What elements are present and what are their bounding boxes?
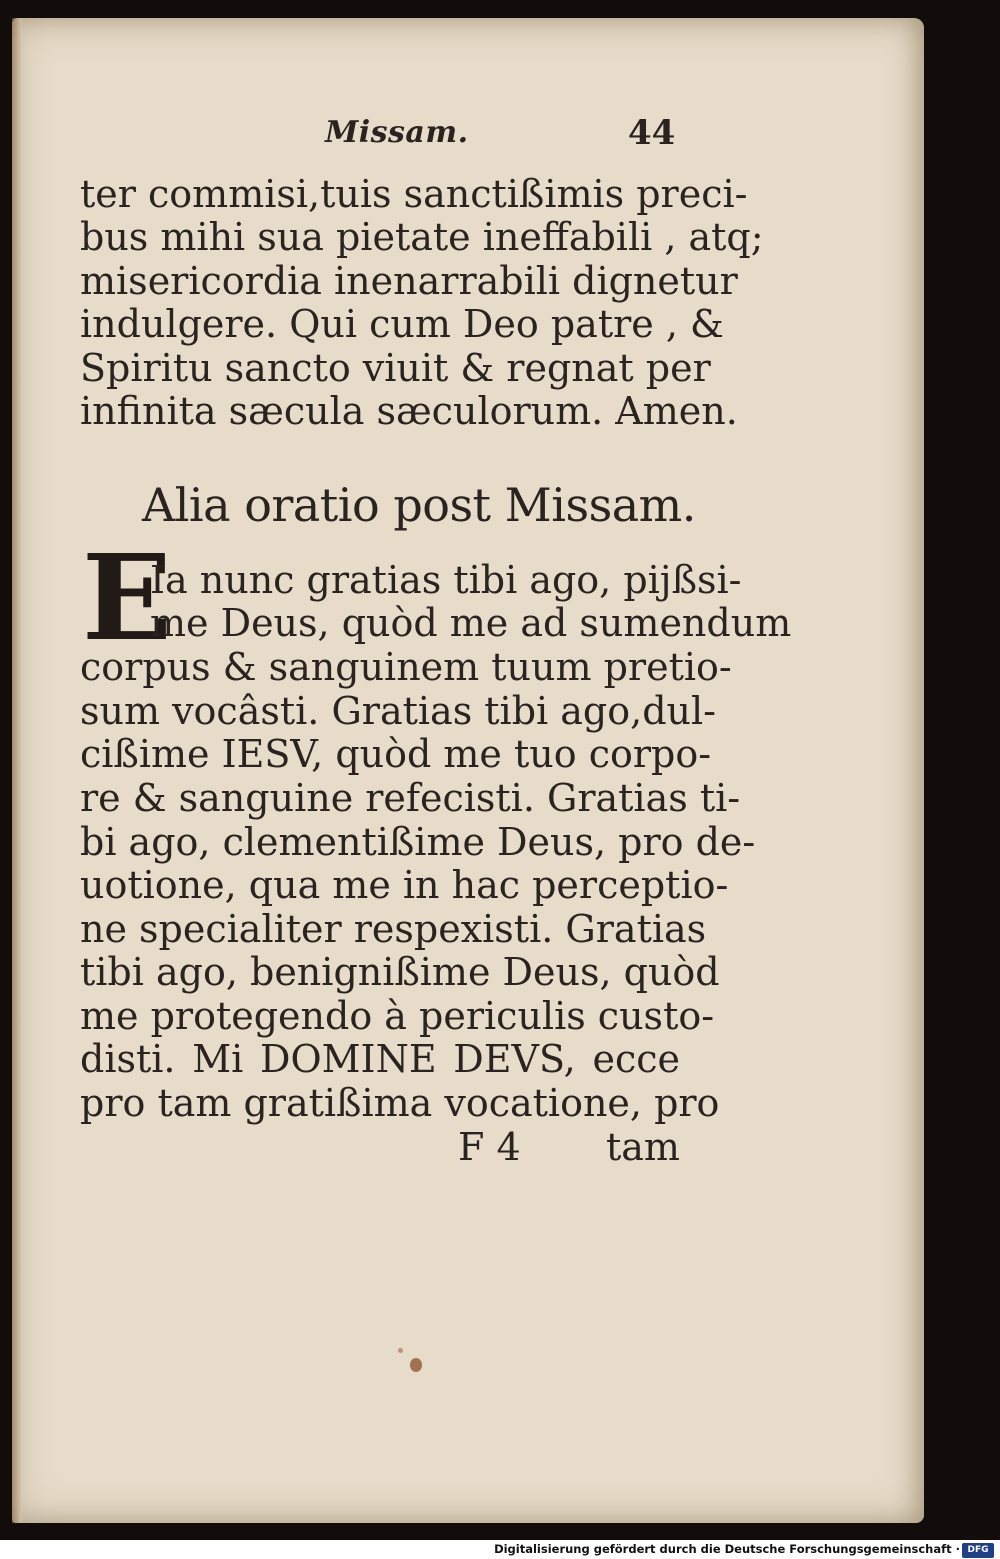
section-heading: Alia oratio post Missam.: [142, 478, 696, 532]
drop-cap: E: [82, 528, 172, 667]
signature-mark: F 4: [458, 1125, 521, 1169]
page-number: 44: [628, 113, 676, 153]
text-line: bi ago, clementißime Deus, pro de-: [80, 820, 756, 864]
page-gutter-shadow: [12, 18, 22, 1523]
dfg-logo[interactable]: DFG: [962, 1543, 994, 1558]
ink-spot: [410, 1358, 422, 1372]
text-line: ter commisi,tuis sanctißimis preci-: [80, 172, 748, 216]
text-line: Spiritu sancto viuit & regnat per: [80, 346, 711, 390]
text-line: pro tam gratißima vocatione, pro: [80, 1081, 720, 1125]
text-line: uotione, qua me in hac perceptio-: [80, 863, 729, 907]
text-line: disti. Mi DOMINE DEVS, ecce: [80, 1037, 680, 1081]
text-line: indulgere. Qui cum Deo patre , &: [80, 302, 724, 346]
footer-bar: [0, 1540, 1000, 1559]
text-line: re & sanguine refecisti. Gratias ti-: [80, 776, 741, 820]
text-line: infinita sæcula sæculorum. Amen.: [80, 389, 738, 433]
text-line: ne specialiter respexisti. Gratias: [80, 907, 707, 951]
funding-credit: Digitalisierung gefördert durch die Deutsche Forschungsgemeinschaft ·: [494, 1542, 960, 1556]
text-line: bus mihi sua pietate ineffabili , atq;: [80, 215, 764, 259]
text-line: me protegendo à periculis custo-: [80, 994, 715, 1038]
text-line: cißime IESV, quòd me tuo corpo-: [80, 732, 712, 776]
catchword: tam: [606, 1125, 680, 1169]
text-line: tibi ago, benignißime Deus, quòd: [80, 950, 720, 994]
text-line: me Deus, quòd me ad sumendum: [150, 601, 792, 645]
ink-spot: [398, 1348, 403, 1353]
text-line: misericordia inenarrabili dignetur: [80, 259, 738, 303]
text-line: sum vocâsti. Gratias tibi ago,dul-: [80, 689, 716, 733]
running-title: Missam.: [325, 115, 469, 150]
text-line: Ia nunc gratias tibi ago, pijßsi-: [150, 558, 742, 602]
text-line: corpus & sanguinem tuum pretio-: [80, 645, 732, 689]
